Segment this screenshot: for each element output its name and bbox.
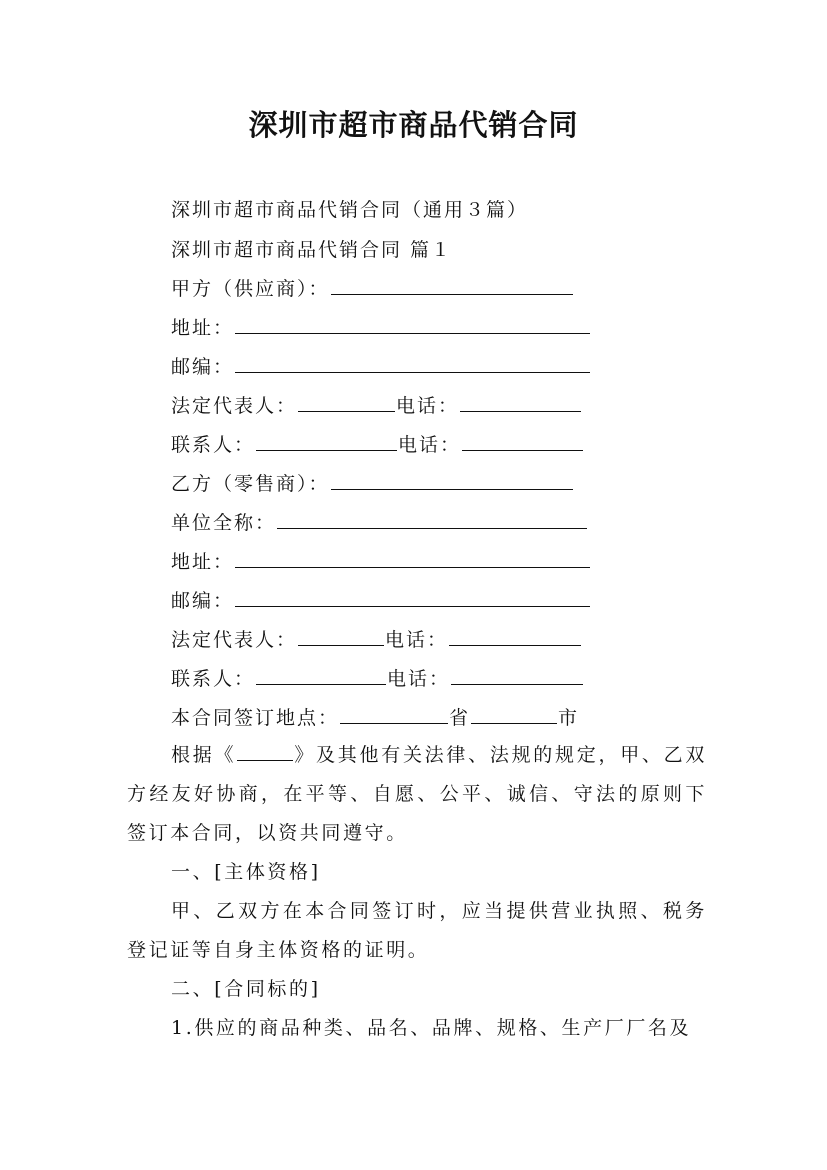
address-blank[interactable] <box>235 317 590 334</box>
unit-name-line <box>171 511 588 535</box>
phone-blank[interactable] <box>460 395 581 412</box>
law-name-blank[interactable] <box>237 744 293 761</box>
legal-rep-label: 法定代表人： <box>171 395 298 417</box>
sign-place-label: 本合同签订地点： <box>171 707 340 729</box>
section-heading: 深圳市超市商品代销合同 篇１ <box>171 239 453 261</box>
clause-1-heading: 一、[主体资格] <box>171 861 321 883</box>
party-b-line <box>171 472 574 496</box>
party-a-label: 甲方（供应商）： <box>171 278 330 300</box>
address-line-2 <box>171 550 591 574</box>
clause-2-item-1: 1.供应的商品种类、品名、品牌、规格、生产厂厂名及 <box>171 1017 692 1039</box>
postcode-blank[interactable] <box>235 590 590 607</box>
party-b-label: 乙方（零售商）： <box>171 473 330 495</box>
document-title: 深圳市超市商品代销合同 <box>248 108 579 142</box>
phone-blank[interactable] <box>462 434 583 451</box>
phone-label: 电话： <box>385 629 449 651</box>
address-label: 地址： <box>171 317 235 339</box>
phone-label: 电话： <box>396 395 460 417</box>
contact-label: 联系人： <box>171 434 256 456</box>
unit-name-label: 单位全称： <box>171 512 277 534</box>
phone-blank[interactable] <box>451 668 583 685</box>
province-label: 省 <box>449 707 471 729</box>
basis-prefix: 根据《 <box>171 744 237 766</box>
postcode-label: 邮编： <box>171 590 235 612</box>
address-line-1 <box>171 316 591 340</box>
legal-rep-blank[interactable] <box>298 395 395 412</box>
legal-rep-line-1 <box>171 394 582 418</box>
basis-text: 》及其他有关法律、法规的规定，甲、乙双方经友好协商，在平等、自愿、公平、诚信、守法的原则下签订本合同，以资共同遵守。 <box>127 744 707 844</box>
basis-paragraph <box>127 736 707 853</box>
legal-rep-line-2 <box>171 628 582 652</box>
legal-rep-blank[interactable] <box>298 629 384 646</box>
contact-line-2 <box>171 667 584 691</box>
document-subtitle: 深圳市超市商品代销合同（通用３篇） <box>171 199 529 221</box>
postcode-blank[interactable] <box>235 356 590 373</box>
legal-rep-label: 法定代表人： <box>171 629 298 651</box>
sign-place-line <box>171 706 579 730</box>
clause-2-heading: 二、[合同标的] <box>171 978 321 1000</box>
postcode-line-1 <box>171 355 591 379</box>
sign-place-blank[interactable] <box>340 707 448 724</box>
unit-name-blank[interactable] <box>277 512 587 529</box>
contact-line-1 <box>171 433 584 457</box>
phone-blank[interactable] <box>449 629 581 646</box>
phone-label: 电话： <box>398 434 462 456</box>
party-a-line <box>171 277 574 301</box>
contact-label: 联系人： <box>171 668 256 690</box>
city-label: 市 <box>558 707 580 729</box>
address-label: 地址： <box>171 551 235 573</box>
city-blank[interactable] <box>471 707 557 724</box>
phone-label: 电话： <box>387 668 451 690</box>
party-b-blank[interactable] <box>331 473 573 490</box>
address-blank[interactable] <box>235 551 590 568</box>
party-a-blank[interactable] <box>331 278 573 295</box>
postcode-label: 邮编： <box>171 356 235 378</box>
clause-1-text: 甲、乙双方在本合同签订时，应当提供营业执照、税务登记证等自身主体资格的证明。 <box>127 900 707 961</box>
contact-blank[interactable] <box>256 434 397 451</box>
postcode-line-2 <box>171 589 591 613</box>
contact-blank[interactable] <box>256 668 386 685</box>
